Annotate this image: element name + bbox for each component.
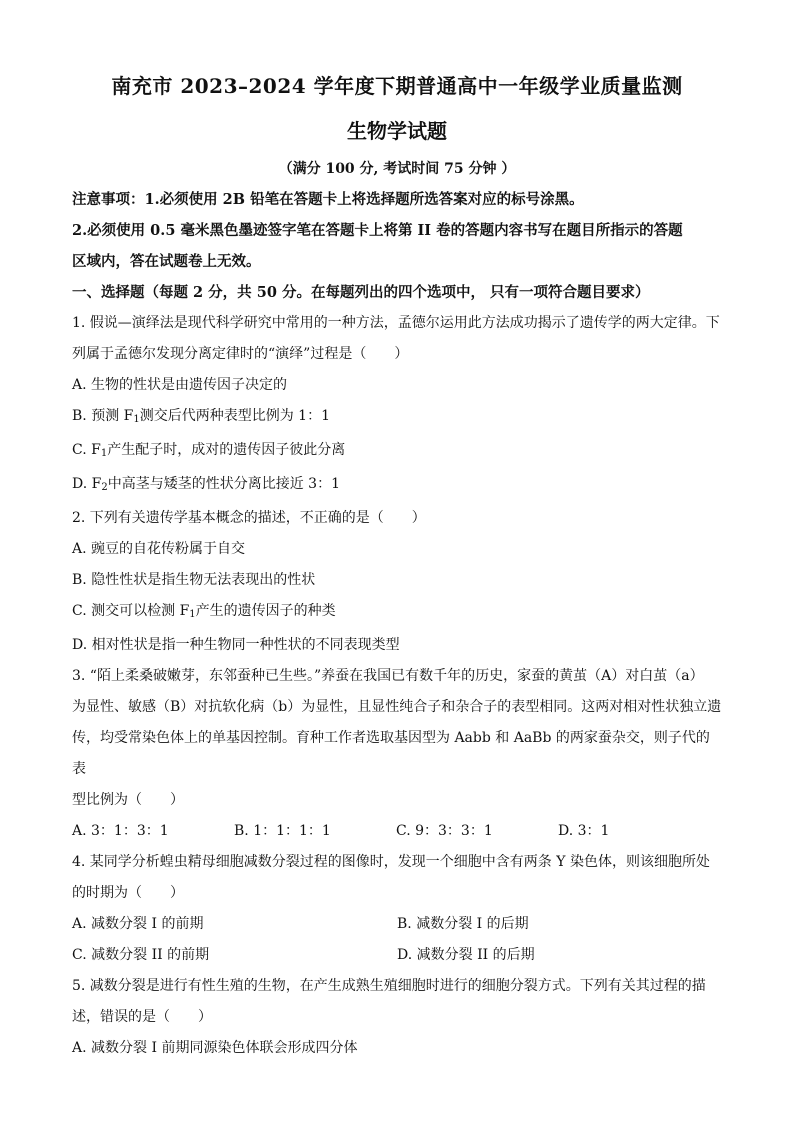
- q3-options: [72, 816, 722, 847]
- q2-stem: 2. 下列有关遗传学基本概念的描述，不正确的是（ ）: [72, 510, 426, 526]
- q3-stem-d: 型比例为（ ）: [72, 792, 184, 808]
- q2-option-b: B. 隐性性状是指生物无法表现出的性状: [72, 572, 316, 588]
- q1-option-a: A. 生物的性状是由遗传因子决定的: [72, 377, 288, 393]
- score-note: （满分 100 分, 考试时间 75 分钟 ）: [278, 161, 516, 177]
- q4-option-a: A. 减数分裂 I 的前期: [72, 916, 204, 932]
- q3-option-c: C. 9：3：3：1: [396, 823, 493, 839]
- q1-option-d: D. $F_2$中高茎与矮茎的性状分离比接近 3：1: [72, 476, 340, 493]
- question-5: [72, 971, 722, 1064]
- notes-block: [72, 184, 722, 277]
- q5-stem-b: 述，错误的是（ ）: [72, 1009, 212, 1025]
- q4-stem-a: 4. 某同学分析蝗虫精母细胞减数分裂过程的图像时，发现一个细胞中含有两条 Y 染色体，则该细胞所处: [72, 854, 710, 870]
- question-3: [72, 661, 722, 847]
- question-1: [72, 308, 722, 503]
- q5-option-a: A. 减数分裂 I 前期同源染色体联会形成四分体: [72, 1040, 358, 1056]
- question-4: [72, 847, 722, 971]
- exam-page: [72, 64, 722, 1064]
- q2-option-a: A. 豌豆的自花传粉属于自交: [72, 541, 246, 557]
- exam-title: 南充市 2023–2024 学年度下期普通高中一年级学业质量监测: [111, 74, 683, 98]
- note-line-1: 注意事项：1.必须使用 2B 铅笔在答题卡上将选择题所选答案对应的标号涂黑。: [72, 191, 584, 208]
- note-line-2a: 2.必须使用 0.5 毫米黑色墨迹签字笔在答题卡上将第 II 卷的答题内容书写在题目所指示的答题: [72, 222, 683, 239]
- q2-option-c: C. 测交可以检测 $F_1$产生的遗传因子的种类: [72, 603, 336, 620]
- q4-option-d: D. 减数分裂 II 的后期: [397, 947, 535, 963]
- q3-option-d: D. 3：1: [558, 823, 610, 839]
- question-2: [72, 503, 722, 661]
- q3-option-b: B. 1：1：1：1: [234, 823, 331, 839]
- q3-stem-c: 传，均受常染色体上的单基因控制。育种工作者选取基因型为 Aabb 和 AaBb 的两家蚕杂交，则子代的表: [72, 730, 710, 777]
- section-heading: 一、选择题（每题 2 分，共 50 分。在每题列出的四个选项中， 只有一项符合题目要求）: [72, 284, 650, 301]
- q4-option-c: C. 减数分裂 II 的前期: [72, 947, 210, 963]
- q3-stem-b: 为显性、敏感（B）对抗软化病（b）为显性，且显性纯合子和杂合子的表型相同。这两对相对性状独立遗: [72, 699, 722, 715]
- exam-subject: 生物学试题: [347, 119, 447, 143]
- q4-option-b: B. 减数分裂 I 的后期: [397, 916, 529, 932]
- q4-stem-b: 的时期为（ ）: [72, 885, 184, 901]
- q4-options-row-2: [72, 940, 722, 971]
- q2-option-d: D. 相对性状是指一种生物同一种性状的不同表现类型: [72, 637, 400, 653]
- q1-option-b: B. 预测 $F_1$测交后代两种表型比例为 1：1: [72, 408, 330, 425]
- q4-options-row-1: [72, 909, 722, 940]
- q3-option-a: A. 3：1：3：1: [72, 823, 169, 839]
- q1-option-c: C. $F_1$产生配子时，成对的遗传因子彼此分离: [72, 442, 346, 459]
- note-line-2b: 区域内，答在试题卷上无效。: [72, 253, 261, 270]
- q1-stem-a: 1. 假说—演绎法是现代科学研究中常用的一种方法，孟德尔运用此方法成功揭示了遗传学的两大定律。下: [72, 315, 720, 331]
- q5-stem-a: 5. 减数分裂是进行有性生殖的生物，在产生成熟生殖细胞时进行的细胞分裂方式。下列有关其过程的描: [72, 978, 706, 994]
- q1-stem-b: 列属于孟德尔发现分离定律时的“演绎”过程是（ ）: [72, 346, 409, 362]
- q3-stem-a: 3. “陌上柔桑破嫩芽，东邻蚕种已生些。”养蚕在我国已有数千年的历史，家蚕的黄茧（A）对白茧（a）: [72, 668, 704, 684]
